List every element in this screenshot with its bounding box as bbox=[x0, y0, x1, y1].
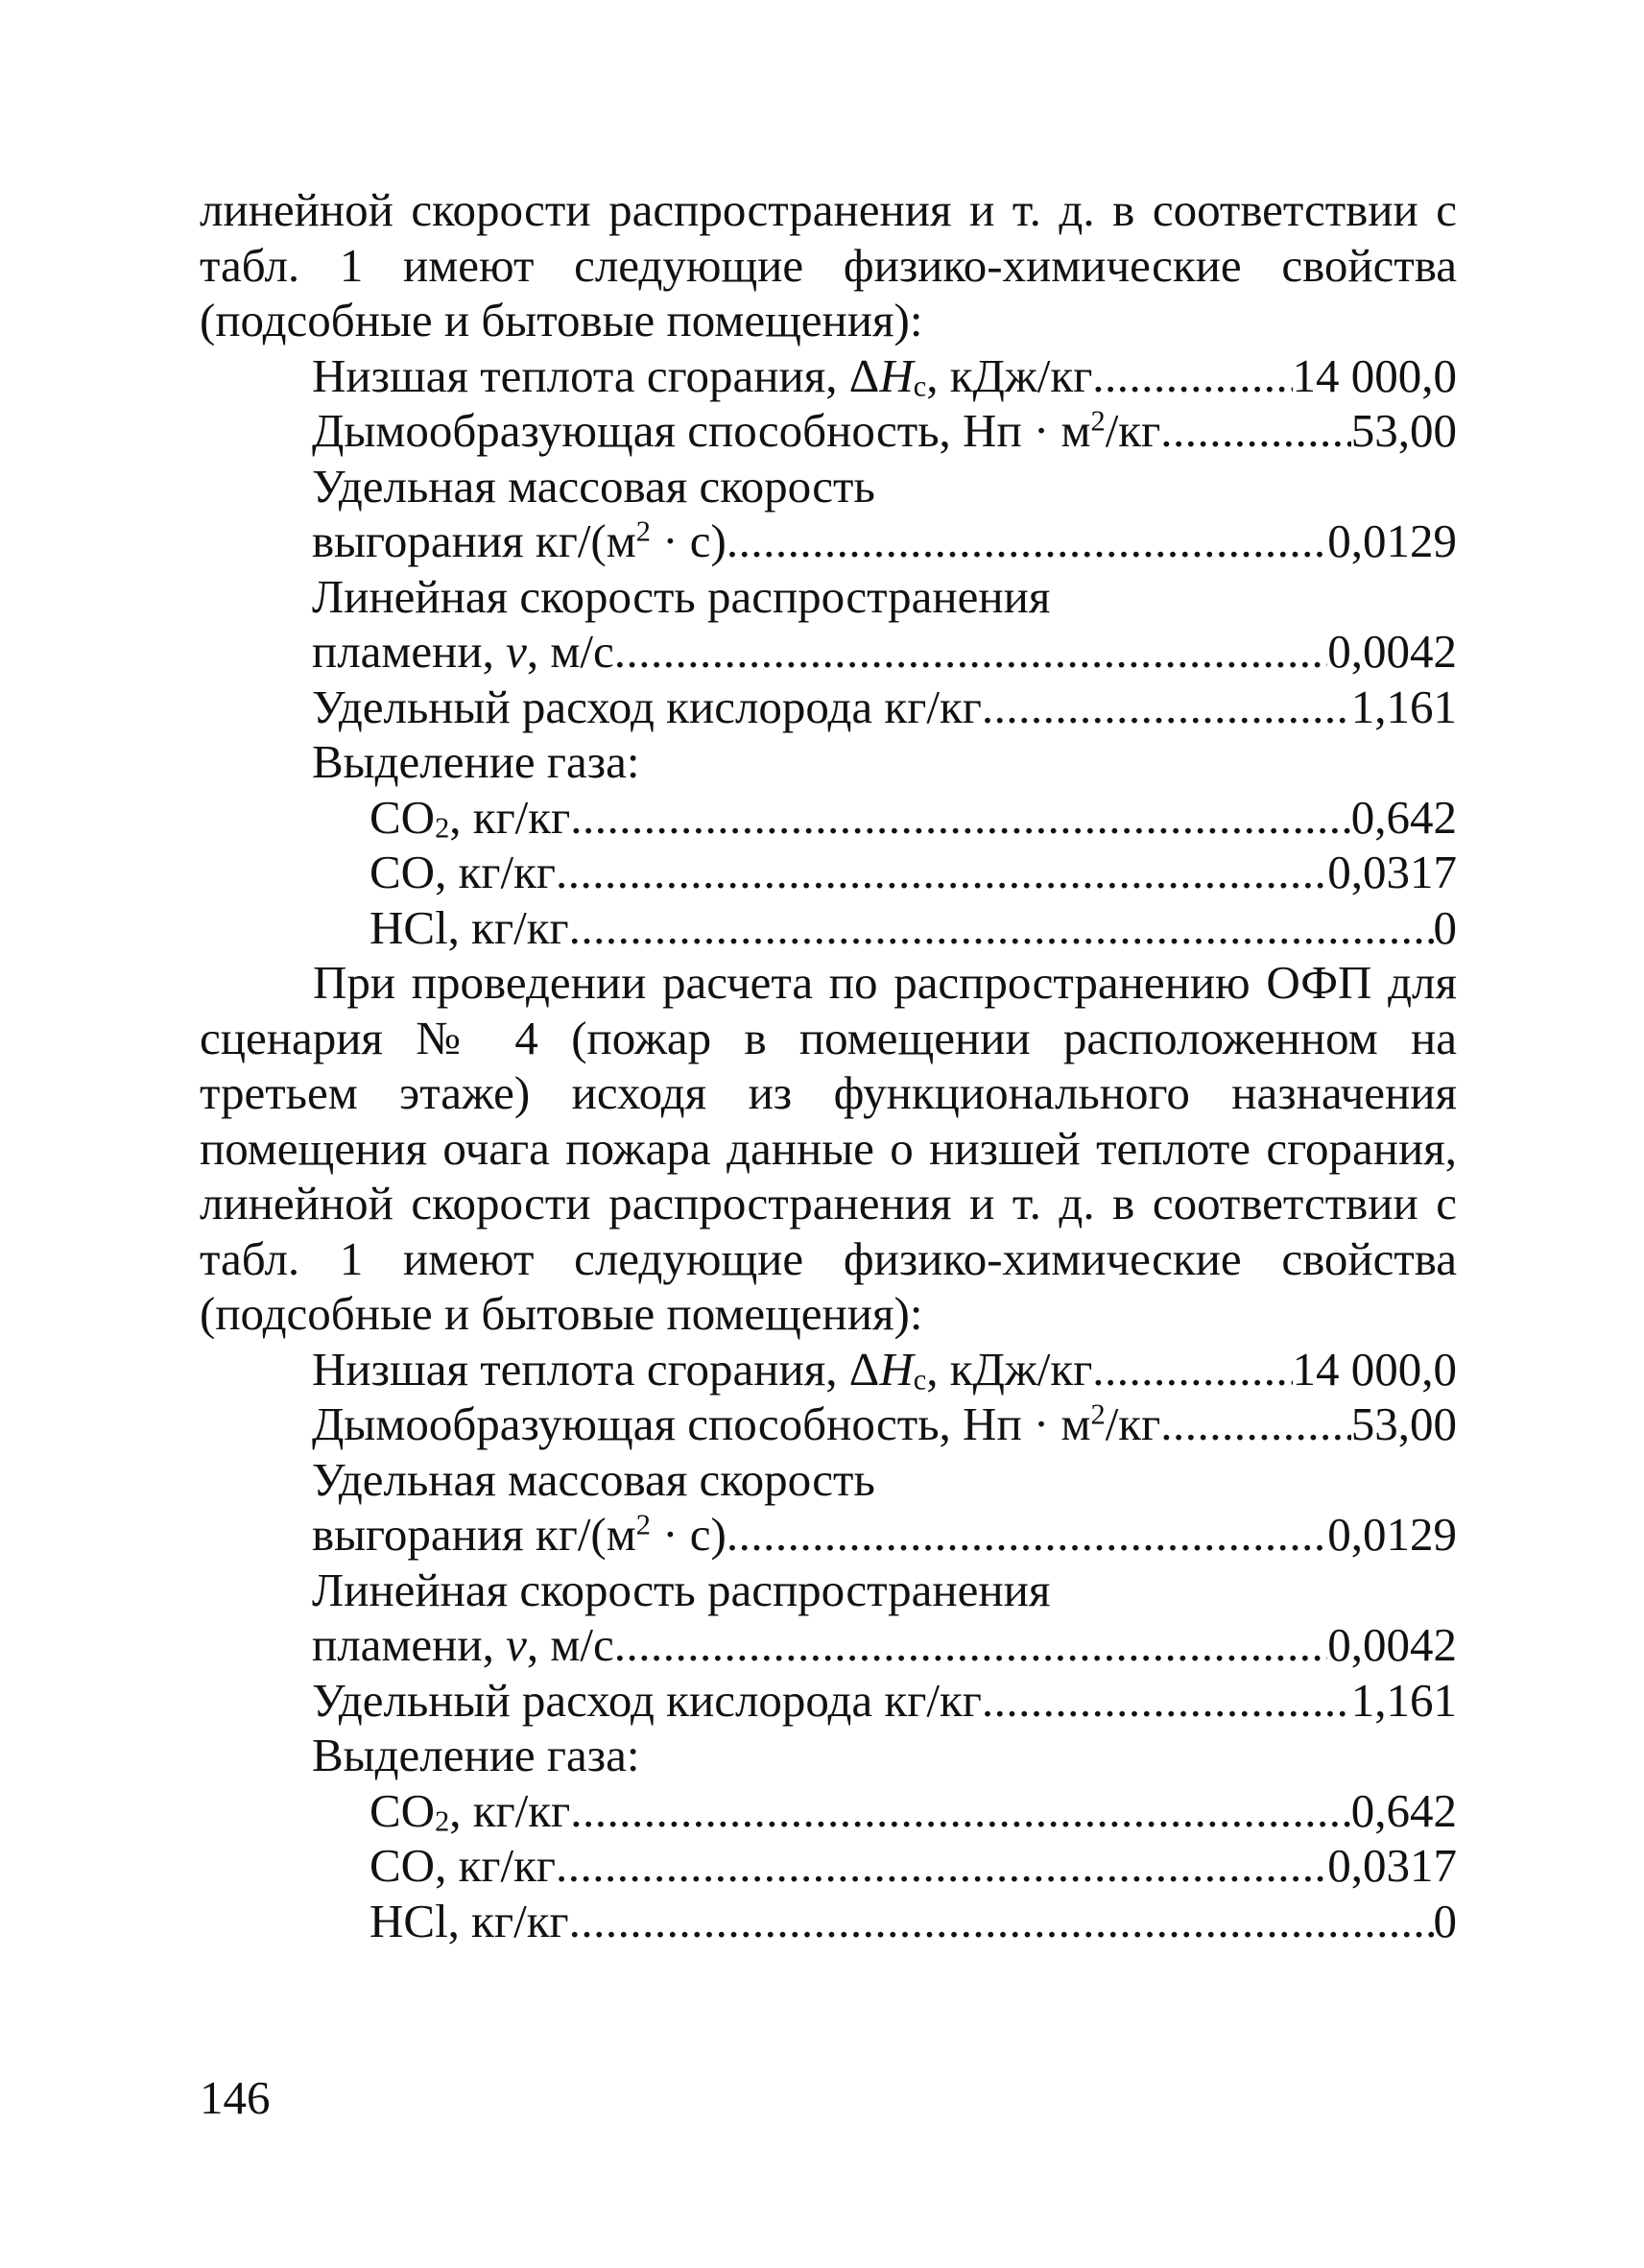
property-value: 0 bbox=[1433, 900, 1457, 954]
property-row-hcl bbox=[369, 900, 1457, 956]
property-row-heat bbox=[312, 1342, 1457, 1397]
property-value: 1,161 bbox=[1350, 680, 1457, 733]
page-number: 146 bbox=[200, 2071, 271, 2124]
property-row-oxygen bbox=[312, 1673, 1457, 1729]
property-value: 14 000,0 bbox=[1292, 1342, 1457, 1396]
leader-dots bbox=[614, 624, 1328, 680]
property-label: HCl, кг/кг bbox=[369, 900, 569, 954]
property-row-co bbox=[369, 845, 1457, 900]
gas-list bbox=[369, 1783, 1457, 1949]
leader-dots bbox=[556, 845, 1327, 900]
property-value: 0,0317 bbox=[1327, 1839, 1457, 1892]
property-label-line: Удельная массовая скорость bbox=[312, 1452, 875, 1506]
property-label: выгорания $кг/(м^2 \cdot с)$ bbox=[312, 514, 727, 567]
property-value: 0,0129 bbox=[1327, 514, 1457, 567]
property-label: $CO_2$, кг/кг bbox=[369, 790, 571, 845]
leader-dots bbox=[1092, 1342, 1292, 1397]
gas-list bbox=[369, 790, 1457, 956]
property-label: Дымообразующая способность, Нп · $м^2/кг$ bbox=[312, 1397, 1161, 1450]
property-value: 14 000,0 bbox=[1292, 348, 1457, 402]
property-row-hcl bbox=[369, 1894, 1457, 1949]
property-value: 0,642 bbox=[1350, 1783, 1457, 1837]
leader-dots bbox=[556, 1838, 1327, 1894]
leader-dots bbox=[727, 1507, 1327, 1563]
property-label: Удельный расход кислорода кг/кг bbox=[312, 1673, 982, 1727]
leader-dots bbox=[982, 680, 1351, 735]
property-value: 0,0042 bbox=[1327, 1618, 1457, 1671]
property-value: 0,0317 bbox=[1327, 846, 1457, 898]
property-label: выгорания $кг/(м^2 \cdot с)$ bbox=[312, 1508, 727, 1561]
property-value: 0 bbox=[1433, 1894, 1457, 1947]
property-label: HCl, кг/кг bbox=[369, 1894, 569, 1947]
property-value: 53,00 bbox=[1350, 404, 1457, 457]
leader-dots bbox=[570, 790, 1351, 846]
property-row-flame-speed bbox=[312, 1617, 1457, 1673]
property-row-burn-rate bbox=[312, 513, 1457, 569]
leader-dots bbox=[1092, 348, 1292, 404]
property-label-line: Линейная скорость распространения bbox=[312, 569, 1051, 623]
property-label-line: Линейная скорость распространения bbox=[312, 1563, 1051, 1616]
property-label: CO, кг/кг bbox=[369, 846, 556, 898]
property-row-flame-speed bbox=[312, 624, 1457, 680]
property-list-1 bbox=[312, 348, 1457, 956]
property-row-oxygen bbox=[312, 680, 1457, 735]
scenario-paragraph: При проведении расчета по распространению ОФП для сценария № 4 (пожар в помещении расположенном на третьем этаже) исходя из функционального назначения помещения очага пожара данные о низшей теплоте сгорания, линейной скорости распространения и т. д. в соответствии с табл. 1 имеют следующие физико-химические свойства (подсобные и бытовые помещения): bbox=[200, 956, 1457, 1340]
property-label: пламени, v, м/с bbox=[312, 625, 614, 678]
property-label: Дымообразующая способность, Нп · $м^2/кг$ bbox=[312, 404, 1161, 457]
leader-dots bbox=[614, 1617, 1328, 1673]
page-body bbox=[200, 182, 1457, 1948]
property-label: CO, кг/кг bbox=[369, 1839, 556, 1892]
property-label: Низшая теплота сгорания, $\Delta H_с$, кДж/кг bbox=[312, 1342, 1093, 1397]
property-row-burn-rate bbox=[312, 1507, 1457, 1563]
leader-dots bbox=[569, 900, 1434, 956]
leader-dots bbox=[982, 1673, 1351, 1729]
property-value: 53,00 bbox=[1350, 1397, 1457, 1450]
property-label-line: Удельная массовая скорость bbox=[312, 459, 875, 513]
continuation-paragraph: линейной скорости распространения и т. д. в соответствии с табл. 1 имеют следующие физико-химические свойства (подсобные и бытовые помещения): bbox=[200, 183, 1457, 346]
leader-dots bbox=[570, 1783, 1351, 1839]
gas-heading: Выделение газа: bbox=[312, 1729, 640, 1781]
property-label: Удельный расход кислорода кг/кг bbox=[312, 680, 982, 733]
property-row-co2 bbox=[369, 790, 1457, 846]
property-label: $CO_2$, кг/кг bbox=[369, 1783, 571, 1838]
property-value: 0,0042 bbox=[1327, 625, 1457, 678]
property-row-smoke bbox=[312, 403, 1457, 459]
property-label: Низшая теплота сгорания, $\Delta H_с$, кДж/кг bbox=[312, 348, 1093, 403]
gas-heading: Выделение газа: bbox=[312, 735, 640, 788]
property-row-smoke bbox=[312, 1397, 1457, 1452]
property-label: пламени, v, м/с bbox=[312, 1618, 614, 1671]
leader-dots bbox=[1160, 403, 1351, 459]
property-value: 0,0129 bbox=[1327, 1508, 1457, 1561]
leader-dots bbox=[1160, 1397, 1351, 1452]
property-list-2 bbox=[312, 1342, 1457, 1949]
leader-dots bbox=[569, 1894, 1434, 1949]
property-row-co2 bbox=[369, 1783, 1457, 1839]
property-row-co bbox=[369, 1838, 1457, 1894]
property-value: 1,161 bbox=[1350, 1673, 1457, 1727]
leader-dots bbox=[727, 513, 1327, 569]
property-value: 0,642 bbox=[1350, 790, 1457, 844]
property-row-heat bbox=[312, 348, 1457, 404]
